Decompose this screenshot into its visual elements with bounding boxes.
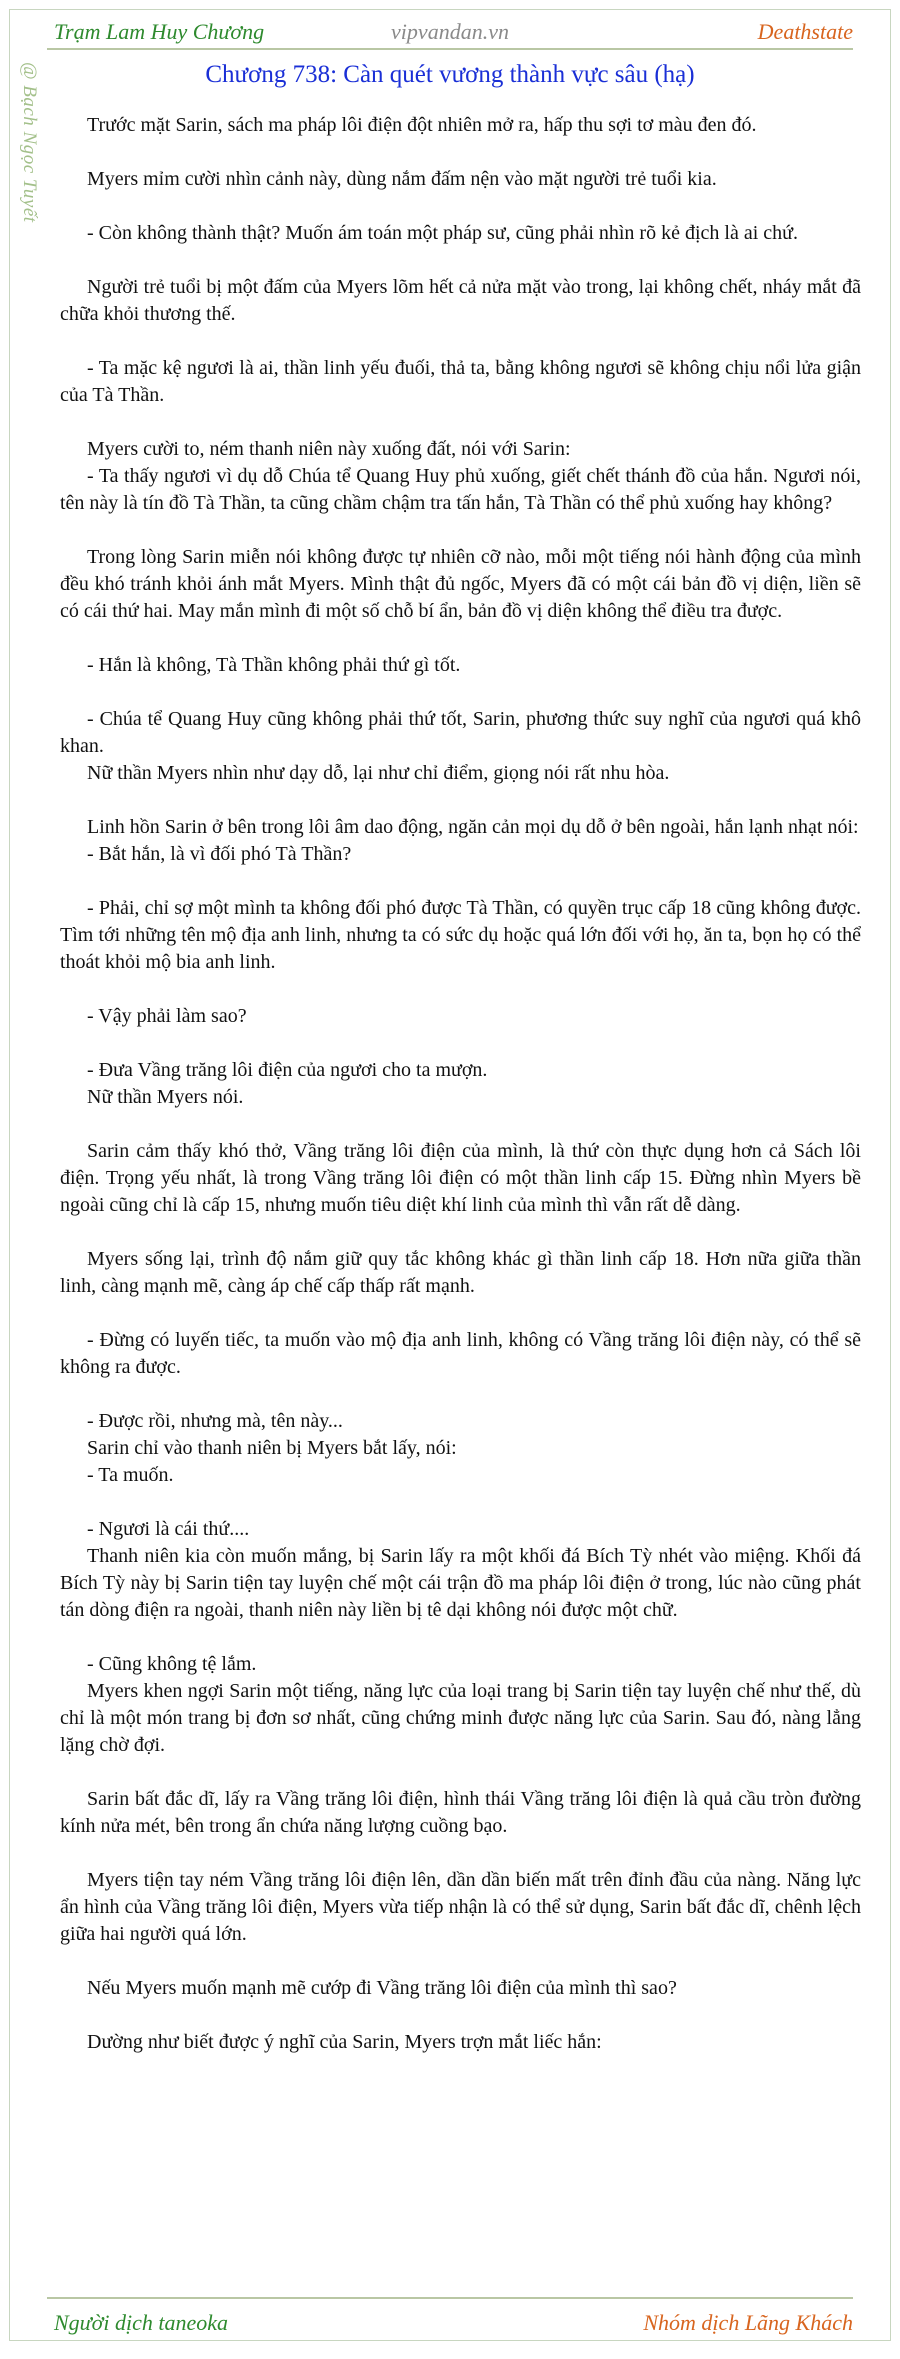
footer-group: Nhóm dịch Lãng Khách bbox=[643, 2310, 853, 2335]
body-paragraph: Thanh niên kia còn muốn mắng, bị Sarin lấy ra một khối đá Bích Tỳ nhét vào miệng. Khối đá Bích Tỳ này bị Sarin tiện tay luyện chế một cái trận đồ ma pháp lôi điện ở trong, lúc nào cũng phát tán dòng điện ra ngoài, thanh niên này liền bị tê dại không nói được một chữ. bbox=[60, 1545, 861, 1621]
body-paragraph: - Ngươi là cái thứ.... bbox=[87, 1518, 250, 1540]
body-paragraph: Nếu Myers muốn mạnh mẽ cướp đi Vầng trăng lôi điện của mình thì sao? bbox=[87, 1977, 677, 1999]
body-paragraph: Nữ thần Myers nhìn như dạy dỗ, lại như chỉ điểm, giọng nói rất nhu hòa. bbox=[87, 762, 670, 784]
body-paragraph: Sarin chỉ vào thanh niên bị Myers bắt lấy, nói: bbox=[87, 1437, 457, 1459]
body-paragraph: - Được rồi, nhưng mà, tên này... bbox=[87, 1410, 343, 1432]
header-divider bbox=[47, 48, 853, 50]
body-paragraph: Dường như biết được ý nghĩ của Sarin, Myers trợn mắt liếc hắn: bbox=[87, 2031, 602, 2053]
footer-divider bbox=[47, 2297, 853, 2299]
body-paragraph: - Đừng có luyến tiếc, ta muốn vào mộ địa anh linh, không có Vầng trăng lôi điện này, có thể sẽ không ra được. bbox=[60, 1329, 861, 1378]
body-paragraph: - Chúa tể Quang Huy cũng không phải thứ tốt, Sarin, phương thức suy nghĩ của ngươi quá khô khan. bbox=[60, 708, 861, 757]
body-paragraph: Sarin bất đắc dĩ, lấy ra Vầng trăng lôi điện, hình thái Vầng trăng lôi điện là quả cầu tròn đường kính nửa mét, bên trong ẩn chứa năng lượng cuồng bạo. bbox=[60, 1788, 861, 1837]
body-paragraph: - Bắt hắn, là vì đối phó Tà Thần? bbox=[87, 843, 352, 865]
body-paragraph: Myers sống lại, trình độ nắm giữ quy tắc không khác gì thần linh cấp 18. Hơn nữa giữa thần linh, càng mạnh mẽ, càng áp chế cấp thấp rất mạnh. bbox=[60, 1248, 861, 1297]
body-paragraph: - Hắn là không, Tà Thần không phải thứ gì tốt. bbox=[87, 654, 461, 676]
header-author: Deathstate bbox=[757, 19, 853, 44]
body-paragraph: - Ta thấy ngươi vì dụ dỗ Chúa tể Quang Huy phủ xuống, giết chết thánh đồ của hắn. Ngươi nói, tên này là tín đồ Tà Thần, ta cũng chầm chậm tra tấn hắn, Tà Thần có thể phủ xuống hay không? bbox=[60, 465, 861, 514]
body-paragraph: - Còn không thành thật? Muốn ám toán một pháp sư, cũng phải nhìn rõ kẻ địch là ai chứ. bbox=[87, 222, 798, 244]
body-paragraph: - Vậy phải làm sao? bbox=[87, 1005, 247, 1027]
body-paragraph: Trước mặt Sarin, sách ma pháp lôi điện đột nhiên mở ra, hấp thu sợi tơ màu đen đó. bbox=[87, 114, 757, 136]
page-header bbox=[10, 10, 890, 50]
body-paragraph: - Ta mặc kệ ngươi là ai, thần linh yếu đuối, thả ta, bằng không ngươi sẽ không chịu nổi lửa giận của Tà Thần. bbox=[60, 357, 861, 406]
chapter-title: Chương 738: Càn quét vương thành vực sâu (hạ) bbox=[205, 61, 695, 88]
footer-translator: Người dịch taneoka bbox=[54, 2310, 229, 2335]
body-paragraph: Myers cười to, ném thanh niên này xuống đất, nói với Sarin: bbox=[87, 438, 571, 460]
body-paragraph: - Phải, chỉ sợ một mình ta không đối phó được Tà Thần, có quyền trục cấp 18 cũng không được. Tìm tới những tên mộ địa anh linh, nhưng ta có sức dụ hoặc quá lớn đối với họ, ăn ta, bọn họ có thể thoát khỏi mộ bia anh linh. bbox=[60, 897, 861, 973]
body-paragraph: - Đưa Vầng trăng lôi điện của ngươi cho ta mượn. bbox=[87, 1059, 488, 1081]
body-paragraph: Người trẻ tuổi bị một đấm của Myers lõm hết cả nửa mặt vào trong, lại không chết, nháy mắt đã chữa khỏi thương thế. bbox=[60, 276, 861, 325]
body-paragraph: Nữ thần Myers nói. bbox=[87, 1086, 244, 1108]
page bbox=[9, 9, 891, 2341]
body-paragraph: - Cũng không tệ lắm. bbox=[87, 1653, 257, 1675]
body-paragraph: Myers tiện tay ném Vầng trăng lôi điện lên, dần dần biến mất trên đỉnh đầu của nàng. Năng lực ẩn hình của Vầng trăng lôi điện, Myers vừa tiếp nhận là có thể sử dụng, Sarin bất đắc dĩ, chênh lệch giữa hai người quá lớn. bbox=[60, 1869, 861, 1945]
body-paragraph: Trong lòng Sarin miễn nói không được tự nhiên cỡ nào, mỗi một tiếng nói hành động của mình đều khó tránh khỏi ánh mắt Myers. Mình thật đủ ngốc, Myers đã có một cái bản đồ vị diện, liền sẽ có cái thứ hai. May mắn mình đi một số chỗ bí ẩn, bản đồ vị diện không thể điều tra được. bbox=[60, 546, 861, 622]
header-url[interactable]: vipvandan.vn bbox=[391, 19, 509, 44]
body-paragraph: Myers mỉm cười nhìn cảnh này, dùng nắm đấm nện vào mặt người trẻ tuổi kia. bbox=[87, 168, 717, 190]
side-watermark-label: @ Bạch Ngọc Tuyết bbox=[19, 62, 40, 223]
chapter-body bbox=[60, 112, 861, 2056]
body-paragraph: - Ta muốn. bbox=[87, 1464, 174, 1486]
header-site-name: Trạm Lam Huy Chương bbox=[54, 19, 265, 44]
body-paragraph: Linh hồn Sarin ở bên trong lôi âm dao động, ngăn cản mọi dụ dỗ ở bên ngoài, hắn lạnh nhạt nói: bbox=[87, 816, 859, 838]
body-paragraph: Myers khen ngợi Sarin một tiếng, năng lực của loại trang bị Sarin tiện tay luyện chế như thế, dù chỉ là một món trang bị đơn sơ nhất, cũng chứng minh được năng lực của Sarin. Sau đó, nàng lẳng lặng chờ đợi. bbox=[60, 1680, 861, 1756]
body-paragraph: Sarin cảm thấy khó thở, Vầng trăng lôi điện của mình, là thứ còn thực dụng hơn cả Sách lôi điện. Trọng yếu nhất, là trong Vầng trăng lôi điện có một thần linh cấp 15. Đừng nhìn Myers bề ngoài cũng chỉ là cấp 15, nhưng muốn tiêu diệt khí linh của mình thì vẫn rất dễ dàng. bbox=[60, 1140, 861, 1216]
